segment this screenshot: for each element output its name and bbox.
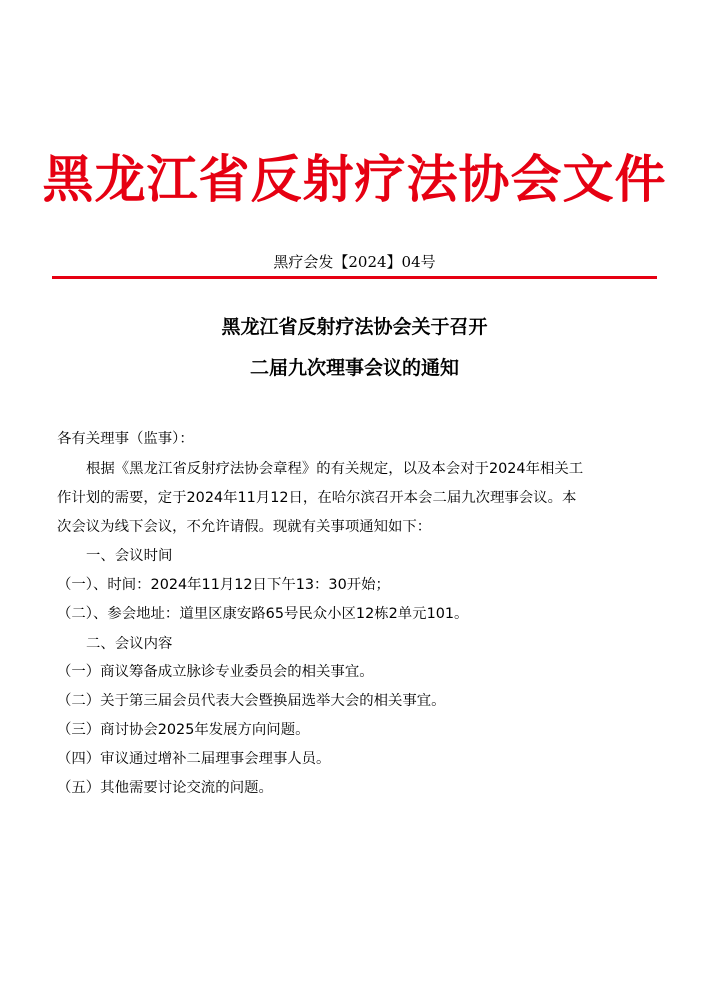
section-heading-meeting-content: 二、会议内容 bbox=[86, 636, 173, 652]
list-item-content: （五）其他需要讨论交流的问题。 bbox=[57, 780, 273, 796]
salutation: 各有关理事（监事）： bbox=[57, 431, 194, 447]
document-number: 黑疗会发【2024】04号 bbox=[273, 253, 436, 271]
red-header-title: 黑龙江省反射疗法协会文件 bbox=[42, 150, 667, 210]
list-item-content: （一）商议筹备成立脉诊专业委员会的相关事宜。 bbox=[57, 664, 374, 680]
list-item-time: （一）、时间：2024年11月12日下午13：30开始； bbox=[57, 577, 390, 593]
paragraph-line: 作计划的需要，定于2024年11月12日，在哈尔滨召开本会二届九次理事会议。本 bbox=[57, 490, 577, 506]
list-item-content: （四）审议通过增补二届理事会理事人员。 bbox=[57, 751, 331, 767]
notice-title-line-1: 黑龙江省反射疗法协会关于召开 bbox=[221, 316, 488, 338]
section-heading-meeting-time: 一、会议时间 bbox=[86, 548, 173, 564]
red-divider-line bbox=[52, 276, 657, 279]
notice-title-line-2: 二届九次理事会议的通知 bbox=[249, 357, 459, 379]
list-item-content: （三）商讨协会2025年发展方向问题。 bbox=[57, 722, 310, 738]
paragraph-line: 次会议为线下会议，不允许请假。现就有关事项通知如下： bbox=[57, 519, 432, 535]
list-item-address: （二）、参会地址：道里区康安路65号民众小区12栋2单元101。 bbox=[57, 606, 469, 622]
paragraph-line: 根据《黑龙江省反射疗法协会章程》的有关规定，以及本会对于2024年相关工 bbox=[86, 461, 584, 477]
list-item-content: （二）关于第三届会员代表大会暨换届选举大会的相关事宜。 bbox=[57, 693, 446, 709]
